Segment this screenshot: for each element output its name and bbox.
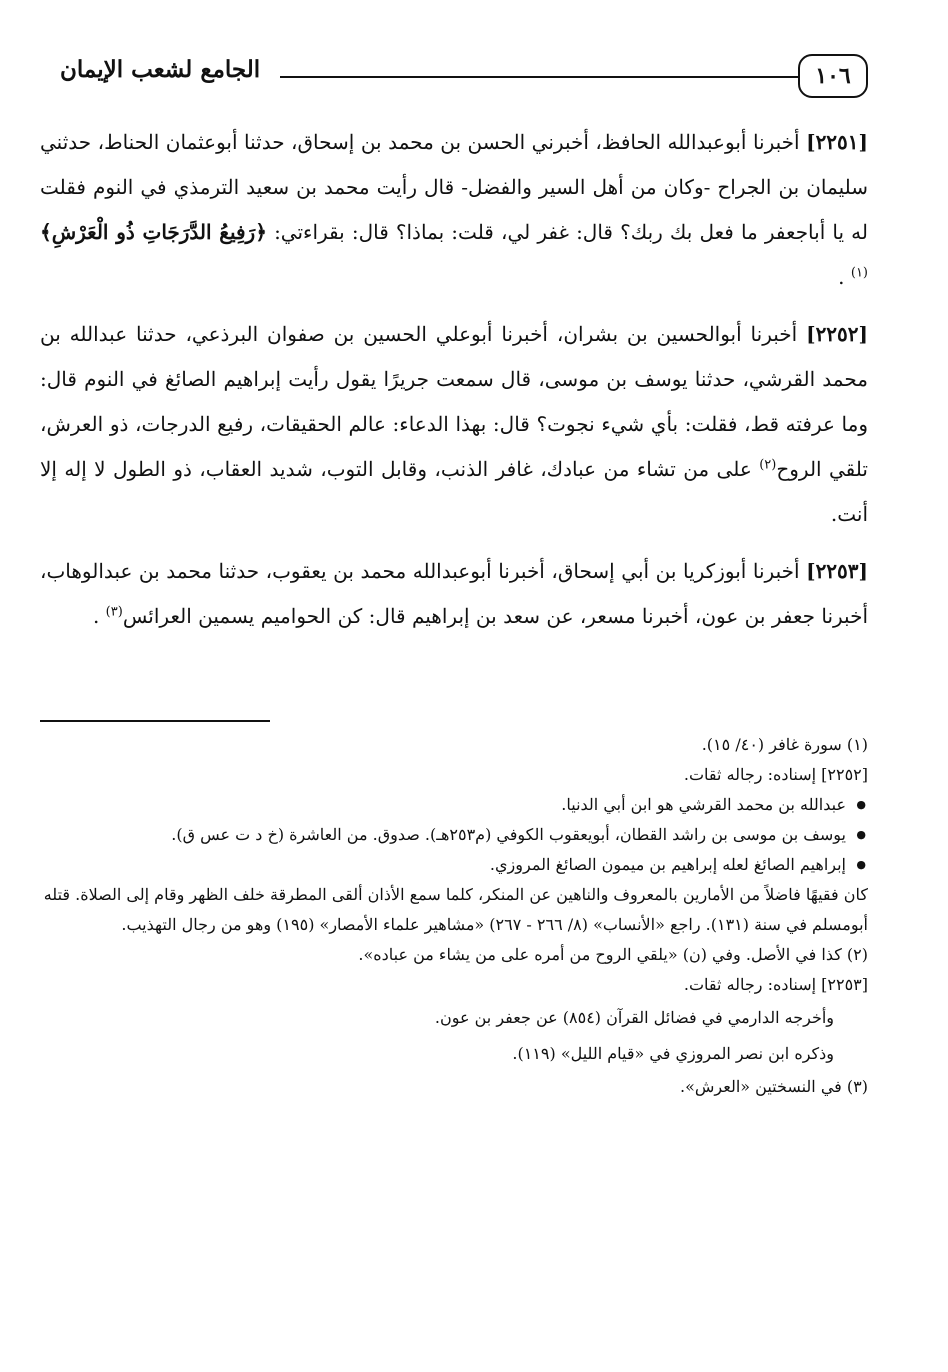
footnote-ref[interactable]: (٢) <box>759 457 777 473</box>
footnote-2: (٢) كذا في الأصل. وفي (ن) «يلقي الروح من أمره على من يشاء من عباده». <box>358 945 868 964</box>
footnote-1: (١) سورة غافر (٤٠/ ١٥). <box>701 735 868 754</box>
hadith-text-continued: على من تشاء من عبادك، غافر الذنب، وقابل التوب، شديد العقاب، ذو الطول لا إله إلا أنت. <box>40 457 868 526</box>
takhrij-marwazi: وذكره ابن نصر المروزي في «قيام الليل» (١١٩). <box>512 1044 834 1063</box>
narrator-list <box>40 790 868 880</box>
isnad-2252: [٢٢٥٢] إسناده: رجاله ثقات. <box>683 765 868 784</box>
footnotes <box>40 730 868 1102</box>
hadith-number: [٢٢٥١] <box>806 130 868 154</box>
takhrij-darimi: وأخرجه الدارمي في فضائل القرآن (٨٥٤) عن جعفر بن عون. <box>434 1008 834 1027</box>
narrator-item: ● يوسف بن موسى بن راشد القطان، أبويعقوب الكوفي (م٢٥٣هـ). صدوق. من العاشرة (خ د ت عس ق). <box>40 820 846 850</box>
header-rule <box>280 76 798 78</box>
hadith-text: أخبرنا أبوعبدالله الحافظ، أخبرني الحسن بن محمد بن إسحاق، حدثنا أبوعثمان الحناط، حدثني سليمان بن الجراح -وكان من أهل السير والفضل- قال رأيت محمد بن سعيد الترمذي في النوم فقلت له يا أباجعفر ما فعل بك ربك؟ قال: غفر لي، قلت: بماذا؟ قال: بقراءتي: <box>40 130 868 244</box>
narrator-description: كان فقيهًا فاضلاً من الأمارين بالمعروف والناهين عن المنكر، كلما سمع الأذان ألقى المطرقة خلف الظهر وقام إلى الصلاة. قتله أبومسلم في سنة (١٣١). راجع «الأنساب» (٨/ ٢٦٦ - ٢٦٧) «مشاهير علماء الأمصار» (١٩٥) وهو من رجال التهذيب. <box>43 885 868 934</box>
hadith-text: أخبرنا أبوالحسين بن بشران، أخبرنا أبوعلي الحسين بن صفوان البرذعي، حدثنا عبدالله بن محمد القرشي، حدثنا يوسف بن موسى، قال سمعت جريرًا يقول رأيت إبراهيم الصائغ في النوم قال: وما عرفته قط، فقلت: بأي شيء نجوت؟ قال: بهذا الدعاء: عالم الحقيقات، رفيع الدرجات، ذو العرش، تلقي الروح <box>40 322 868 481</box>
footnote-ref[interactable]: (١) <box>850 265 868 281</box>
main-text <box>40 120 868 651</box>
hadith-number: [٢٢٥٣] <box>806 559 868 583</box>
footnote-ref[interactable]: (٣) <box>105 604 123 620</box>
narrator-item: ● إبراهيم الصائغ لعله إبراهيم بن ميمون الصائغ المروزي. <box>40 850 846 880</box>
page-header <box>40 50 868 106</box>
quran-verse: ﴿رَفِيعُ الدَّرَجَاتِ ذُو الْعَرْشِ﴾ <box>40 220 267 244</box>
narrator-item: ● عبدالله بن محمد القرشي هو ابن أبي الدنيا. <box>40 790 846 820</box>
footnote-3: (٣) في النسختين «العرش». <box>680 1077 868 1096</box>
hadith-2251 <box>40 120 868 300</box>
period: . <box>92 604 100 628</box>
isnad-2253: [٢٢٥٣] إسناده: رجاله ثقات. <box>683 975 868 994</box>
hadith-2252 <box>40 312 868 537</box>
footnote-separator <box>40 720 270 722</box>
book-title: الجامع لشعب الإيمان <box>60 56 261 83</box>
period: . <box>838 265 845 289</box>
hadith-text: أخبرنا أبوزكريا بن أبي إسحاق، أخبرنا أبوعبدالله محمد بن يعقوب، حدثنا محمد بن عبدالوهاب، أخبرنا جعفر بن عون، أخبرنا مسعر، عن سعد بن إبراهيم قال: كن الحواميم يسمين العرائس <box>40 559 868 628</box>
document-page <box>40 28 868 1348</box>
hadith-number: [٢٢٥٢] <box>806 322 868 346</box>
hadith-2253 <box>40 549 868 639</box>
page-number: ١٠٦ <box>798 54 868 98</box>
